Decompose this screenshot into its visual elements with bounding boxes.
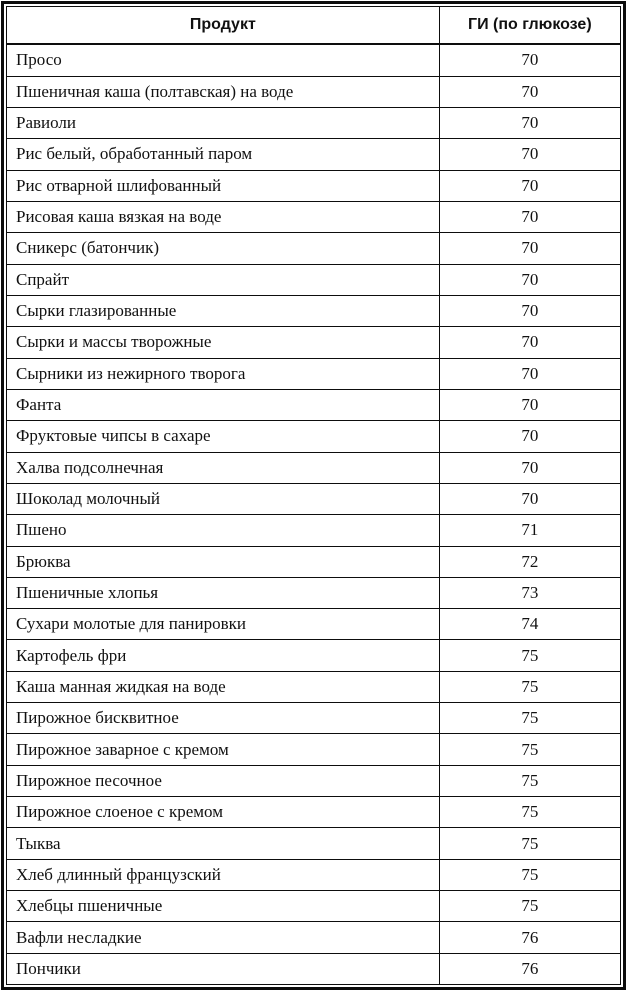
product-cell: Пирожное песочное bbox=[7, 765, 439, 796]
gi-value-cell: 70 bbox=[439, 233, 620, 264]
table-row bbox=[7, 797, 620, 828]
product-cell: Рис отварной шлифованный bbox=[7, 170, 439, 201]
gi-value-cell: 70 bbox=[439, 452, 620, 483]
gi-value-cell: 75 bbox=[439, 640, 620, 671]
table-row bbox=[7, 546, 620, 577]
gi-value-cell: 75 bbox=[439, 765, 620, 796]
product-cell: Вафли несладкие bbox=[7, 922, 439, 953]
table-row bbox=[7, 421, 620, 452]
table-row bbox=[7, 515, 620, 546]
product-cell: Хлебцы пшеничные bbox=[7, 891, 439, 922]
gi-value-cell: 76 bbox=[439, 953, 620, 984]
column-header-gi: ГИ (по глюкозе) bbox=[439, 7, 620, 44]
table-row bbox=[7, 765, 620, 796]
table-row bbox=[7, 295, 620, 326]
table-row bbox=[7, 452, 620, 483]
gi-value-cell: 70 bbox=[439, 483, 620, 514]
table-inner-frame bbox=[6, 6, 621, 985]
gi-value-cell: 70 bbox=[439, 201, 620, 232]
table-row bbox=[7, 201, 620, 232]
table-body bbox=[7, 44, 620, 984]
product-cell: Сырники из нежирного творога bbox=[7, 358, 439, 389]
gi-value-cell: 75 bbox=[439, 859, 620, 890]
product-cell: Пирожное заварное с кремом bbox=[7, 734, 439, 765]
product-cell: Каша манная жидкая на воде bbox=[7, 671, 439, 702]
table-row bbox=[7, 734, 620, 765]
table-row bbox=[7, 358, 620, 389]
column-header-product: Продукт bbox=[7, 7, 439, 44]
table-row bbox=[7, 577, 620, 608]
gi-value-cell: 70 bbox=[439, 389, 620, 420]
gi-value-cell: 74 bbox=[439, 609, 620, 640]
gi-value-cell: 70 bbox=[439, 358, 620, 389]
gi-value-cell: 72 bbox=[439, 546, 620, 577]
gi-value-cell: 75 bbox=[439, 797, 620, 828]
product-cell: Сырки и массы творожные bbox=[7, 327, 439, 358]
table-row bbox=[7, 233, 620, 264]
table-row bbox=[7, 107, 620, 138]
table-row bbox=[7, 859, 620, 890]
product-cell: Хлеб длинный французский bbox=[7, 859, 439, 890]
table-row bbox=[7, 922, 620, 953]
product-cell: Равиоли bbox=[7, 107, 439, 138]
product-cell: Пончики bbox=[16, 958, 81, 978]
gi-value-cell: 75 bbox=[439, 828, 620, 859]
gi-value-cell: 70 bbox=[439, 170, 620, 201]
gi-value-cell: 71 bbox=[439, 515, 620, 546]
gi-value-cell: 70 bbox=[439, 44, 620, 76]
table-row bbox=[7, 76, 620, 107]
gi-value-cell: 75 bbox=[439, 671, 620, 702]
product-cell: Спрайт bbox=[7, 264, 439, 295]
table-frame bbox=[1, 1, 626, 990]
table-row bbox=[7, 671, 620, 702]
product-cell: Сникерс (батончик) bbox=[7, 233, 439, 264]
product-cell: Фанта bbox=[7, 389, 439, 420]
product-cell: Сухари молотые для панировки bbox=[7, 609, 439, 640]
gi-value-cell: 70 bbox=[439, 264, 620, 295]
table-row bbox=[7, 828, 620, 859]
table-row bbox=[7, 609, 620, 640]
product-cell: Пирожное бисквитное bbox=[7, 703, 439, 734]
gi-value-cell: 70 bbox=[439, 295, 620, 326]
gi-value-cell: 70 bbox=[439, 139, 620, 170]
product-cell: Сырки глазированные bbox=[7, 295, 439, 326]
product-cell: Тыква bbox=[7, 828, 439, 859]
gi-value-cell: 70 bbox=[439, 76, 620, 107]
product-cell: Рис белый, обработанный паром bbox=[7, 139, 439, 170]
table-row bbox=[7, 44, 620, 76]
product-cell: Пшено bbox=[7, 515, 439, 546]
table-row bbox=[7, 264, 620, 295]
gi-value-cell: 70 bbox=[439, 327, 620, 358]
table-row bbox=[7, 640, 620, 671]
product-cell: Картофель фри bbox=[7, 640, 439, 671]
gi-value-cell: 75 bbox=[439, 734, 620, 765]
product-cell: Фруктовые чипсы в сахаре bbox=[7, 421, 439, 452]
table-row bbox=[7, 891, 620, 922]
product-cell: Халва подсолнечная bbox=[7, 452, 439, 483]
gi-value-cell: 70 bbox=[439, 107, 620, 138]
gi-value-cell: 70 bbox=[439, 421, 620, 452]
product-cell: Рисовая каша вязкая на воде bbox=[7, 201, 439, 232]
gi-value-cell: 73 bbox=[439, 577, 620, 608]
product-cell: Пшеничные хлопья bbox=[7, 577, 439, 608]
table-row bbox=[7, 139, 620, 170]
gi-value-cell: 76 bbox=[439, 922, 620, 953]
table-row bbox=[7, 327, 620, 358]
table-row bbox=[7, 703, 620, 734]
table-row bbox=[7, 953, 620, 984]
product-cell: Брюква bbox=[7, 546, 439, 577]
gi-value-cell: 75 bbox=[439, 891, 620, 922]
product-cell: Просо bbox=[7, 44, 439, 76]
gi-value-cell: 75 bbox=[439, 703, 620, 734]
table-row bbox=[7, 483, 620, 514]
glycemic-index-table bbox=[7, 7, 620, 984]
header-row bbox=[7, 7, 620, 44]
table-row bbox=[7, 389, 620, 420]
table-row bbox=[7, 170, 620, 201]
product-cell: Пшеничная каша (полтавская) на воде bbox=[7, 76, 439, 107]
product-cell: Шоколад молочный bbox=[7, 483, 439, 514]
product-cell: Пирожное слоеное с кремом bbox=[7, 797, 439, 828]
